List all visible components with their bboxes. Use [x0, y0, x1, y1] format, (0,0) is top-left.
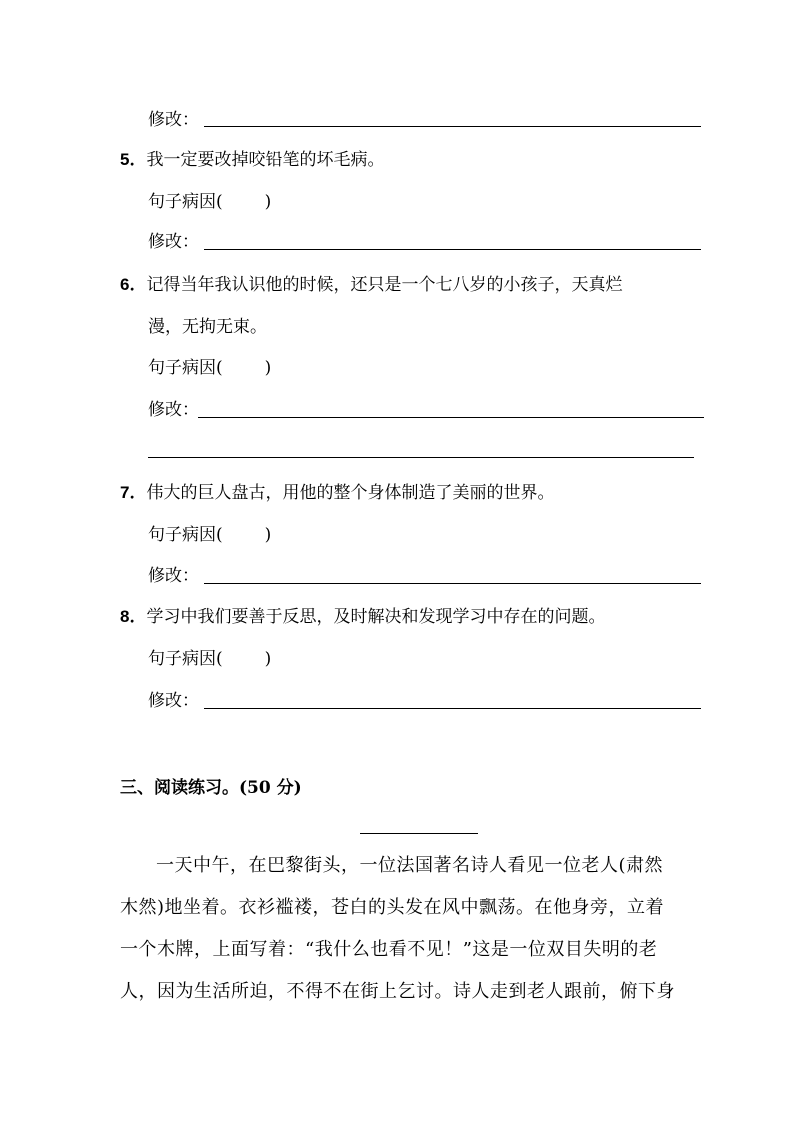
q7-reason-label: 句子病因(: [148, 525, 223, 545]
section-3-title: 三、阅读练习。(50 分): [120, 778, 302, 798]
passage-line-1: 一天中午，在巴黎街头，一位法国著名诗人看见一位老人(肃然: [156, 855, 664, 876]
q6-sentence-cont: 漫，无拘无束。: [148, 317, 267, 337]
q5-sentence: 我一定要改掉咬铅笔的坏毛病。: [146, 150, 385, 170]
q8-sentence: 学习中我们要善于反思，及时解决和发现学习中存在的问题。: [146, 607, 606, 627]
q8-fix-label: 修改：: [148, 691, 199, 711]
q5-fix-answer-line[interactable]: [204, 249, 701, 250]
q7-question: [120, 483, 554, 503]
q6-reason: [148, 358, 271, 378]
prev-fix-answer-line[interactable]: [204, 126, 701, 127]
q8-fix-answer-line[interactable]: [204, 708, 701, 709]
q6-fix-label: 修改：: [148, 400, 199, 420]
passage-title-blank[interactable]: [360, 833, 478, 834]
q6-sentence: 记得当年我认识他的时候，还只是一个七八岁的小孩子，天真烂: [146, 275, 623, 295]
q7-reason: [148, 525, 271, 545]
q8-reason-close: ): [264, 649, 272, 669]
prev-fix-label: 修改：: [148, 110, 199, 130]
passage-line-3: 一个木牌，上面写着：“我什么也看不见！”这是一位双目失明的老: [120, 939, 658, 960]
q5-reason: [148, 192, 271, 212]
q6-question: [120, 275, 622, 295]
q8-reason: [148, 649, 271, 669]
q6-fix-answer-line-2[interactable]: [148, 457, 694, 458]
passage-line-2: 木然)地坐着。衣衫褴褛，苍白的头发在风中飘荡。在他身旁，立着: [120, 897, 665, 918]
q8-number: 8．: [120, 607, 147, 626]
q5-question: [120, 150, 384, 170]
q5-fix-label: 修改：: [148, 232, 199, 252]
q7-number: 7．: [120, 483, 147, 502]
q6-number: 6．: [120, 275, 147, 294]
q7-fix-answer-line[interactable]: [204, 583, 701, 584]
q8-question: [120, 607, 605, 627]
passage-line-4: 人，因为生活所迫，不得不在街上乞讨。诗人走到老人跟前，俯下身: [120, 981, 675, 1002]
q7-sentence: 伟大的巨人盘古，用他的整个身体制造了美丽的世界。: [146, 483, 555, 503]
q6-reason-close: ): [264, 358, 272, 378]
q7-fix-label: 修改：: [148, 566, 199, 586]
q5-number: 5．: [120, 150, 147, 169]
q8-reason-label: 句子病因(: [148, 649, 223, 669]
q6-fix-answer-line-1[interactable]: [198, 417, 704, 418]
q5-reason-label: 句子病因(: [148, 192, 223, 212]
q7-reason-close: ): [264, 525, 272, 545]
q5-reason-close: ): [264, 192, 272, 212]
q6-reason-label: 句子病因(: [148, 358, 223, 378]
